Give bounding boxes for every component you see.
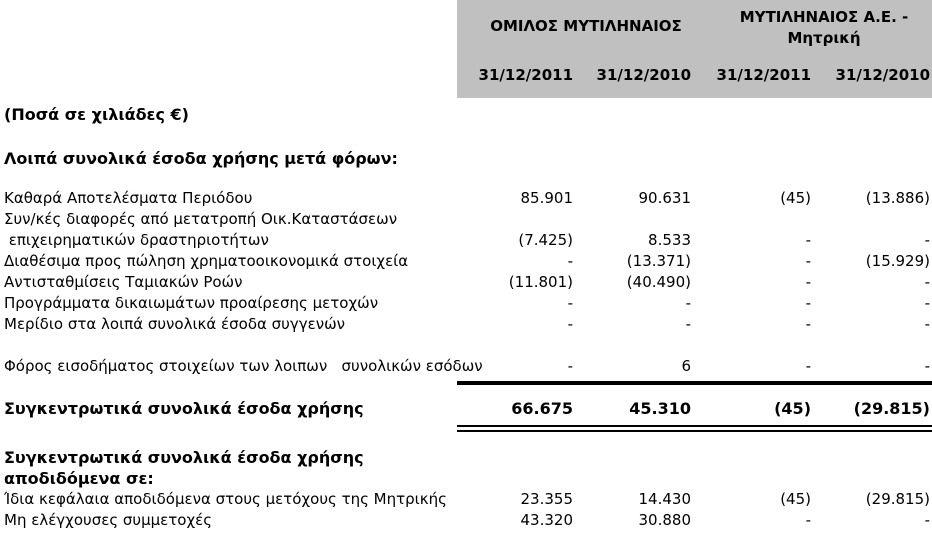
attribution-row-label: Μη ελέγχουσες συμμετοχές (4, 511, 213, 529)
row-label: Φόρος εισοδήματος στοιχείων των λοιπων συνολικών εσόδων (4, 357, 483, 375)
row-value: - (924, 315, 930, 333)
row-value: - (685, 294, 691, 312)
row-value: - (567, 315, 573, 333)
row-label: επιχειρηματικών δραστηριοτήτων (4, 231, 269, 249)
row-value: - (567, 294, 573, 312)
total-label: Συγκεντρωτικά συνολικά έσοδα χρήσης (4, 399, 364, 418)
attribution-row-value: (45) (780, 490, 811, 508)
row-value: - (924, 231, 930, 249)
row-value: 85.901 (520, 189, 573, 207)
row-value: (15.929) (865, 252, 930, 270)
row-value: - (567, 252, 573, 270)
row-value: - (924, 294, 930, 312)
row-value: (45) (780, 189, 811, 207)
row-value: 8.533 (648, 231, 691, 249)
total-double-rule-bottom (457, 430, 932, 432)
group-consolidated-header: ΟΜΙΛΟΣ ΜΥΤΙΛΗΝΑΙΟΣ (490, 17, 682, 35)
date-header: 31/12/2011 (716, 66, 811, 84)
row-value: - (805, 294, 811, 312)
row-value: - (805, 315, 811, 333)
row-label: Διαθέσιμα προς πώληση χρηματοοικονομικά στοιχεία (4, 252, 409, 270)
row-value: (13.371) (626, 252, 691, 270)
total-double-rule-top (457, 425, 932, 427)
row-value: (11.801) (508, 273, 573, 291)
group-parent-header-line1: ΜΥΤΙΛΗΝΑΙΟΣ Α.Ε. - (739, 8, 909, 26)
row-value: - (805, 252, 811, 270)
attribution-row-value: 14.430 (638, 490, 691, 508)
row-value: - (685, 315, 691, 333)
row-value: (40.490) (626, 273, 691, 291)
attribution-title-line2: αποδιδόμενα σε: (4, 469, 154, 488)
row-value: 6 (681, 357, 691, 375)
attribution-title-line1: Συγκεντρωτικά συνολικά έσοδα χρήσης (4, 448, 364, 467)
row-value: - (924, 273, 930, 291)
row-label: Αντισταθμίσεις Ταμιακών Ροών (4, 273, 243, 291)
row-value: - (805, 273, 811, 291)
row-label: Προγράμματα δικαιωμάτων προαίρεσης μετοχών (4, 294, 379, 312)
row-label: Μερίδιο στα λοιπά συνολικά έσοδα συγγενών (4, 315, 346, 333)
total-top-rule (457, 381, 932, 385)
attribution-row-value: 43.320 (520, 511, 573, 529)
attribution-row-label: Ίδια κεφάλαια αποδιδόμενα στους μετόχους της Μητρικής (4, 490, 447, 508)
date-header: 31/12/2011 (478, 66, 573, 84)
attribution-row-value: - (805, 511, 811, 529)
attribution-row-value: - (924, 511, 930, 529)
row-value: - (805, 357, 811, 375)
units-note: (Ποσά σε χιλιάδες €) (4, 105, 189, 124)
row-value: (7.425) (518, 231, 573, 249)
date-header: 31/12/2010 (596, 66, 691, 84)
row-label: Συν/κές διαφορές από μετατροπή Οικ.Καταστάσεων (4, 210, 398, 228)
row-value: - (805, 231, 811, 249)
total-value: (29.815) (853, 399, 930, 418)
total-value: 66.675 (511, 399, 573, 418)
attribution-row-value: 30.880 (638, 511, 691, 529)
row-value: - (924, 357, 930, 375)
attribution-row-value: (29.815) (865, 490, 930, 508)
attribution-row-value: 23.355 (520, 490, 573, 508)
section-title: Λοιπά συνολικά έσοδα χρήσης μετά φόρων: (4, 149, 398, 168)
row-value: (13.886) (865, 189, 930, 207)
date-header: 31/12/2010 (835, 66, 930, 84)
row-label: Καθαρά Αποτελέσματα Περιόδου (4, 189, 253, 207)
row-value: - (567, 357, 573, 375)
group-parent-header-line2: Μητρική (787, 29, 861, 47)
total-value: 45.310 (629, 399, 691, 418)
total-value: (45) (774, 399, 811, 418)
row-value: 90.631 (638, 189, 691, 207)
